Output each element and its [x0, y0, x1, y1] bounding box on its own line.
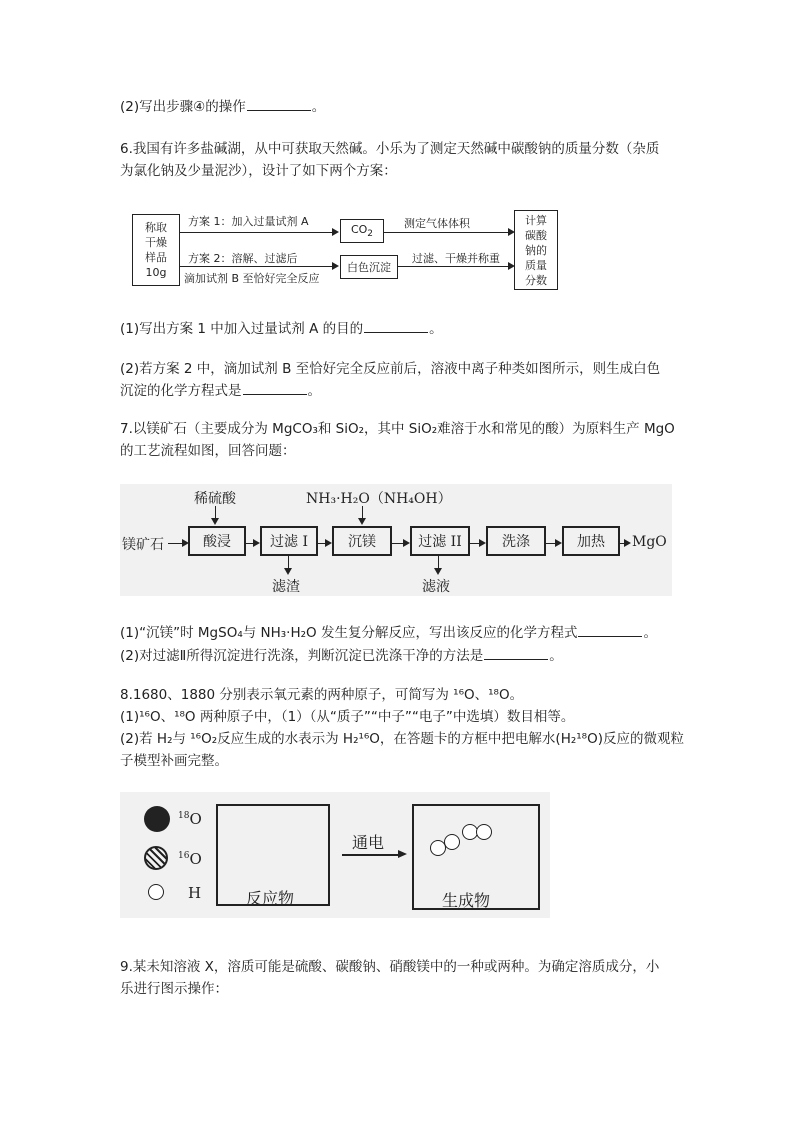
arrow-head [555, 539, 562, 547]
arrow-head [434, 568, 442, 575]
step-precipitate-mg: 沉镁 [332, 526, 392, 556]
plan2-label-b: 滴加试剂 B 至恰好完全反应 [184, 272, 320, 285]
residue-label: 滤渣 [272, 579, 300, 595]
step-heat: 加热 [562, 526, 620, 556]
arrow-head [325, 539, 332, 547]
q6-diagram [128, 206, 568, 292]
arrow-line [215, 506, 216, 518]
o18-label: $^{18}$O [178, 810, 202, 828]
q6-stem-line2: 为氯化钠及少量泥沙），设计了如下两个方案： [120, 163, 397, 179]
q7-stem-line1: 7.以镁矿石（主要成分为 MgCO₃和 SiO₂，其中 SiO₂难溶于水和常见的酸）为原料生产 MgO [120, 421, 675, 437]
q8-part2-line2: 子模型补画完整。 [120, 753, 228, 769]
arrow-line [398, 266, 508, 267]
q7-flow-diagram [120, 484, 672, 596]
sample-box: 称取 干燥 样品 10g [132, 214, 180, 286]
ammonia-label: NH₃·H₂O（NH₄OH） [306, 491, 452, 507]
measure-label: 测定气体体积 [404, 217, 470, 230]
q6-part2-line1: (2)若方案 2 中，滴加试剂 B 至恰好完全反应前后，溶液中离子种类如图所示，则生成白色 [120, 361, 661, 377]
q8-part1: (1)¹⁶O、¹⁸O 两种原子中，（1）（从“质子”“中子”“电子”中选填）数目相等。 [120, 709, 575, 725]
step-filter-2: 过滤 II [410, 526, 470, 556]
filter-label: 过滤、干燥并称重 [412, 252, 500, 265]
arrow-head [211, 518, 219, 525]
reactant-label: 反应物 [246, 889, 295, 908]
arrow-line [438, 556, 439, 568]
o16-atom-icon [144, 846, 168, 870]
step-acid-leach: 酸浸 [188, 526, 246, 556]
q9-stem-line2: 乐进行图示操作： [120, 981, 228, 997]
arrow-line [342, 854, 398, 856]
arrow-head [624, 539, 631, 547]
plan2-label: 方案 2：溶解、过滤后 [188, 252, 298, 265]
q6-part1: (1)写出方案 1 中加入过量试剂 A 的目的 。 [120, 321, 443, 337]
arrow-head [253, 539, 260, 547]
arrow-head [332, 262, 339, 270]
answer-blank[interactable] [364, 320, 428, 333]
arrow-label: 通电 [352, 833, 385, 852]
plan1-label: 方案 1：加入过量试剂 A [188, 215, 309, 228]
result-box: 计算 碳酸 钠的 质量 分数 [514, 210, 558, 290]
step-wash: 洗涤 [486, 526, 546, 556]
arrow-head [479, 539, 486, 547]
filtrate-label: 滤液 [422, 579, 450, 595]
precipitate-box: 白色沉淀 [340, 255, 398, 279]
arrow-line [288, 556, 289, 568]
co2-box: $CO_2$ [340, 219, 384, 243]
answer-blank[interactable] [247, 98, 311, 111]
h-label: H [188, 884, 202, 902]
ore-label: 镁矿石 [122, 537, 164, 553]
q6-part2-line2: 沉淀的化学方程式是 。 [120, 383, 321, 399]
acid-label: 稀硫酸 [194, 491, 236, 507]
arrow-line [384, 232, 508, 233]
h-atom-icon [476, 824, 492, 840]
h-atom-icon [444, 834, 460, 850]
arrow-head [358, 518, 366, 525]
step-filter-1: 过滤 I [260, 526, 318, 556]
arrow-head [403, 539, 410, 547]
answer-blank[interactable] [484, 647, 548, 660]
o18-atom-icon [144, 806, 170, 832]
q8-particle-diagram [120, 792, 550, 918]
arrow-head [284, 568, 292, 575]
arrow-line [180, 232, 332, 233]
arrow-line [180, 266, 332, 267]
q7-part1: (1)“沉镁”时 MgSO₄与 NH₃·H₂O 发生复分解反应，写出该反应的化学方程式 。 [120, 625, 657, 641]
answer-blank[interactable] [578, 624, 642, 637]
o16-label: $^{16}$O [178, 850, 202, 868]
q5-part2: (2)写出步骤④的操作 。 [120, 99, 326, 115]
q8-stem-line1: 8.1680、1880 分别表示氧元素的两种原子，可简写为 ¹⁶O、¹⁸O。 [120, 687, 524, 703]
q6-stem-line1: 6.我国有许多盐碱湖，从中可获取天然碱。小乐为了测定天然碱中碳酸钠的质量分数（杂质 [120, 141, 660, 157]
q7-part2: (2)对过滤Ⅱ所得沉淀进行洗涤，判断沉淀已洗涤干净的方法是 。 [120, 648, 563, 664]
q8-part2-line1: (2)若 H₂与 ¹⁶O₂反应生成的水表示为 H₂¹⁶O，在答题卡的方框中把电解水(H₂¹⁸O)反应的微观粒 [120, 731, 684, 747]
q7-stem-line2: 的工艺流程如图，回答问题： [120, 443, 296, 459]
arrow-head [332, 228, 339, 236]
h-atom-icon [148, 884, 164, 900]
q9-stem-line1: 9.某未知溶液 X，溶质可能是硫酸、碳酸钠、硝酸镁中的一种或两种。为确定溶质成分，小 [120, 959, 660, 975]
product-label: MgO [632, 534, 667, 550]
arrow-line [362, 506, 363, 518]
answer-blank[interactable] [243, 382, 307, 395]
product-label: 生成物 [442, 891, 491, 910]
arrow-head [398, 850, 407, 858]
